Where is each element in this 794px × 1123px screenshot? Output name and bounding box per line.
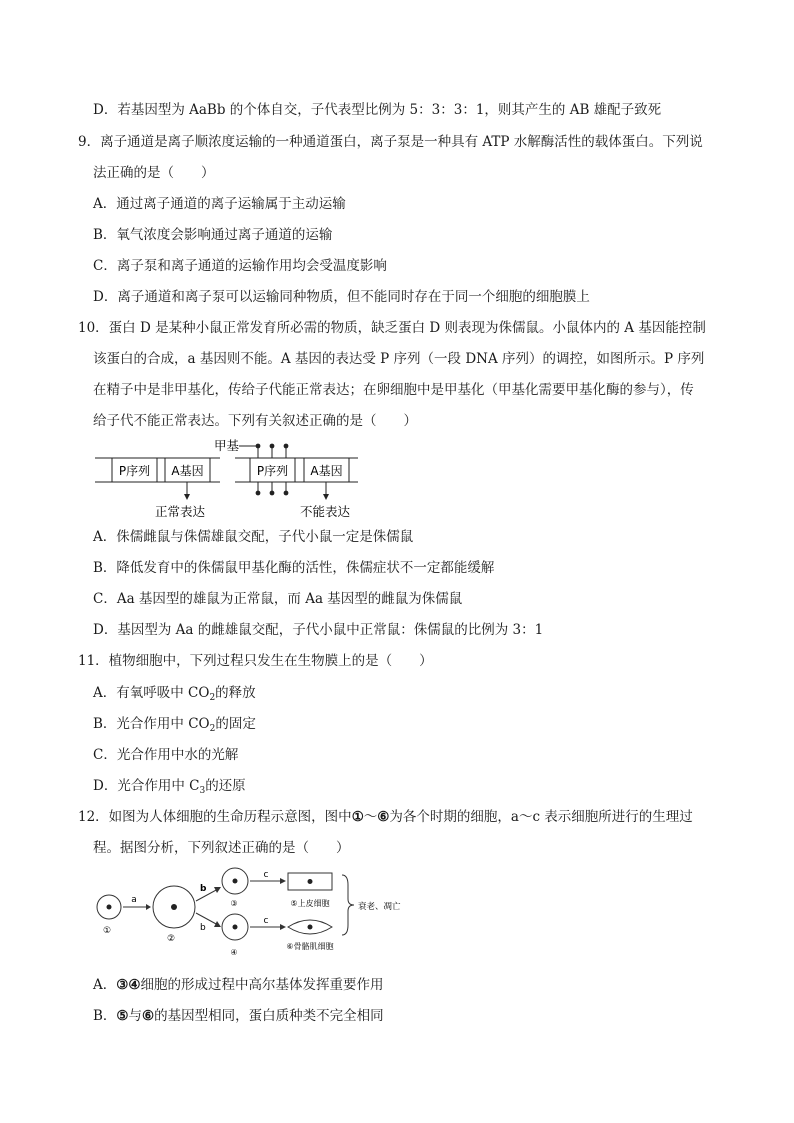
q11-stem: 11．植物细胞中，下列过程只发生在生物膜上的是（ ）	[78, 653, 433, 669]
q9-stem-line2: 法正确的是（ ）	[93, 165, 215, 181]
methyl-groups-top	[256, 444, 289, 458]
q11-option-d: D．光合作用中 $C_3$的还原	[93, 778, 246, 796]
process-a-label: a	[131, 895, 137, 905]
process-b-upper-label: b	[200, 884, 207, 894]
q12-stem-line1: 12．如图为人体细胞的生命历程示意图，图中①～⑥为各个时期的细胞，a～c 表示细胞所进行的生理过	[78, 809, 693, 825]
left-p-sequence-label: P序列	[118, 464, 151, 478]
q10-option-a: A．侏儒雌鼠与侏儒雄鼠交配，子代小鼠一定是侏儒鼠	[93, 529, 414, 545]
q11-option-c: C．光合作用中水的光解	[93, 747, 239, 763]
q12-cell-history-figure	[92, 863, 401, 963]
brace	[342, 875, 354, 935]
q12-option-a: A．③④细胞的形成过程中高尔基体发挥重要作用	[93, 977, 384, 993]
process-c-upper-label: c	[263, 870, 269, 880]
cell-1-label: ①	[102, 926, 112, 936]
q10-methylation-figure	[90, 436, 380, 522]
arrow-right-icon	[280, 924, 286, 930]
right-p-sequence-label: P序列	[256, 464, 289, 478]
right-a-gene-label: A基因	[310, 464, 343, 478]
arrow-right-icon	[146, 904, 151, 910]
normal-expression-label: 正常表达	[154, 504, 206, 519]
arrow-right-icon	[280, 878, 286, 884]
q10-stem-line3: 在精子中是非甲基化，传给子代能正常表达；在卵细胞中是甲基化（甲基化需要甲基化酶的参与），传	[93, 382, 694, 398]
fate-label: 衰老、凋亡	[358, 902, 401, 912]
q12-stem-line2: 程。据图分析，下列叙述正确的是（ ）	[93, 840, 350, 856]
q10-option-b: B．降低发育中的侏儒鼠甲基化酶的活性，侏儒症状不一定都能缓解	[93, 560, 495, 576]
q9-stem-line1: 9．离子通道是离子顺浓度运输的一种通道蛋白，离子泵是一种具有 ATP 水解酶活性的载体蛋白。下列说	[78, 134, 703, 150]
arrow-down-right-icon	[214, 921, 221, 927]
q10-option-c: C．Aa 基因型的雄鼠为正常鼠，而 Aa 基因型的雌鼠为侏儒鼠	[93, 591, 463, 607]
methyl-groups-bottom	[256, 482, 289, 495]
left-a-gene-label: A基因	[171, 464, 204, 478]
arrow-up-right-icon	[214, 887, 221, 893]
methyl-label: 甲基	[214, 438, 240, 453]
q10-stem-line4: 给子代不能正常表达。下列有关叙述正确的是（ ）	[93, 413, 417, 429]
no-expression-label: 不能表达	[299, 504, 351, 519]
process-c-lower-label: c	[263, 916, 269, 926]
q12-option-b: B．⑤与⑥的基因型相同，蛋白质种类不完全相同	[93, 1008, 384, 1024]
cell-4-label: ④	[230, 948, 238, 957]
q10-stem-line1: 10．蛋白 D 是某种小鼠正常发育所必需的物质，缺乏蛋白 D 则表现为侏儒鼠。小鼠体内的 A 基因能控制	[78, 320, 706, 336]
arrow-down-icon	[184, 494, 190, 500]
q9-option-a: A．通过离子通道的离子运输属于主动运输	[93, 196, 346, 212]
arrow-down-icon	[323, 494, 329, 500]
process-b-lower-label: b	[200, 923, 206, 933]
q8-option-d: D．若基因型为 AaBb 的个体自交，子代表型比例为 5：3：3：1，则其产生的 AB 雄配子致死	[93, 102, 662, 118]
q11-option-b: B．光合作用中 $CO_2$的固定	[93, 716, 256, 734]
q9-option-d: D．离子通道和离子泵可以运输同种物质，但不能同时存在于同一个细胞的细胞膜上	[93, 289, 590, 305]
cell-3-label: ③	[230, 899, 238, 908]
q9-option-c: C．离子泵和离子通道的运输作用均会受温度影响	[93, 258, 387, 274]
cell-5-label: ⑤上皮细胞	[290, 899, 330, 908]
q11-option-a: A．有氧呼吸中 $CO_2$的释放	[93, 685, 256, 703]
cell-6-label: ⑥骨骼肌细胞	[286, 942, 334, 951]
cell-2-label: ②	[166, 934, 176, 944]
q10-option-d: D．基因型为 Aa 的雌雄鼠交配，子代小鼠中正常鼠：侏儒鼠的比例为 3：1	[93, 622, 544, 638]
q10-stem-line2: 该蛋白的合成，a 基因则不能。A 基因的表达受 P 序列（一段 DNA 序列）的调控，如图所示。P 序列	[93, 351, 705, 367]
q9-option-b: B．氧气浓度会影响通过离子通道的运输	[93, 227, 333, 243]
